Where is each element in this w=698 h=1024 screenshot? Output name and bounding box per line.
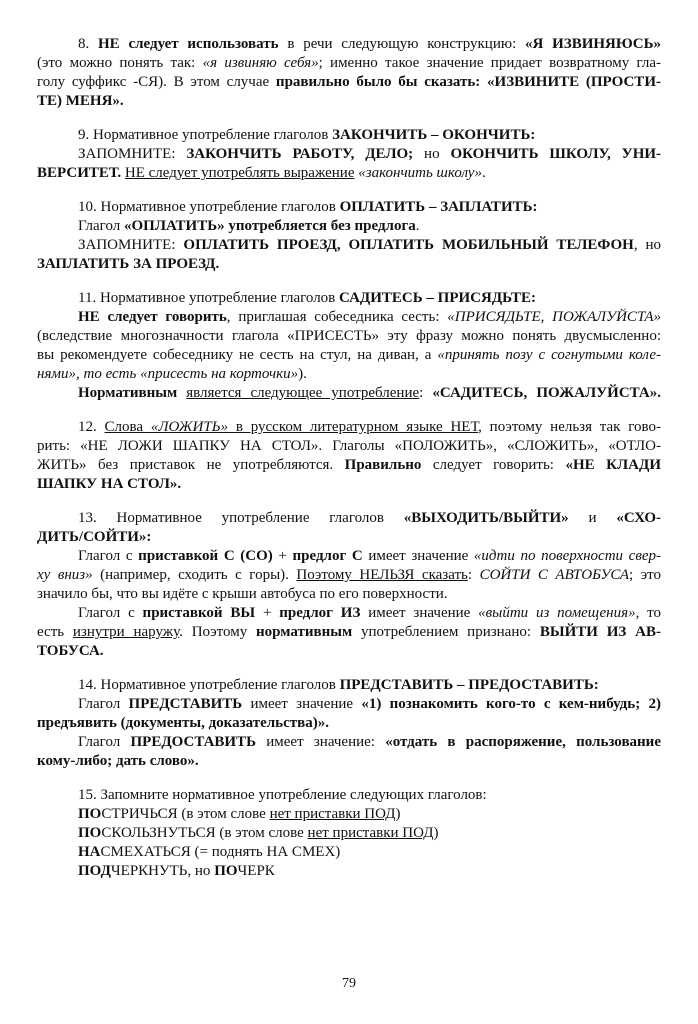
text-run-i: «я извиняю себя» — [202, 55, 319, 71]
text-line — [37, 308, 661, 327]
text-run: СКОЛЬЗНУТЬСЯ (в этом слове — [101, 825, 308, 841]
rule-section — [37, 198, 661, 274]
text-run-b: кому-либо; дать слово». — [37, 753, 199, 769]
text-run: имеет значение — [362, 548, 474, 564]
text-line — [37, 145, 661, 164]
text-run-b: предъявить (документы, доказательства)». — [37, 715, 329, 731]
text-run-b: ЗАПЛАТИТЬ ЗА ПРОЕЗД. — [37, 256, 220, 272]
text-run: Глагол — [78, 734, 131, 750]
text-line — [37, 509, 661, 528]
text-run: в речи следующую конструкцию: — [278, 36, 526, 52]
text-run: 14. Нормативное употребление глаголов — [78, 677, 340, 693]
text-line — [37, 733, 661, 752]
text-run-b: ПРЕДСТАВИТЬ – ПРЕДОСТАВИТЬ: — [339, 677, 599, 693]
text-run-b: «1) познакомить кого-то с кем-нибудь; 2) — [361, 696, 661, 712]
text-run: 15. Запомните нормативное употребление следующих глаголов: — [78, 787, 487, 803]
text-line — [37, 54, 661, 73]
text-run-b: ПРЕДСТАВИТЬ — [128, 696, 243, 712]
text-run: Глагол — [78, 218, 125, 234]
text-run: (это можно понять так: — [37, 55, 203, 71]
text-run-u: нет приставки ПОД — [307, 825, 434, 841]
text-line — [37, 585, 661, 604]
text-run-b: «Я ИЗВИНЯЮСЬ» — [525, 36, 662, 52]
text-run-b: ПО — [214, 863, 238, 879]
text-run-i: «идти по поверхности свер- — [473, 548, 661, 564]
text-run-b: «СХО- — [616, 510, 661, 526]
text-run-i: «закончить школу» — [358, 165, 482, 181]
text-run-u: Слова — [104, 419, 151, 435]
text-run: рить: «НЕ ЛОЖИ ШАПКУ НА СТОЛ». Глаголы «ПОЛОЖИТЬ», «СЛОЖИТЬ», «ОТЛО- — [37, 438, 661, 454]
text-run-u: нет приставки ПОД — [269, 806, 396, 822]
text-run-b: ПОД — [78, 863, 111, 879]
text-run — [177, 385, 186, 401]
text-line — [37, 164, 661, 183]
text-run: , поэтому нельзя так гово- — [478, 419, 662, 435]
page-number: 79 — [342, 976, 356, 991]
text-run: СМЕХАТЬСЯ (= поднять НА СМЕХ) — [100, 844, 341, 860]
text-run: ЧЕРКНУТЬ, но — [110, 863, 215, 879]
text-line — [37, 805, 661, 824]
rule-section — [37, 509, 661, 661]
text-line — [37, 35, 661, 54]
text-run: . — [415, 218, 420, 234]
rule-section — [37, 289, 661, 403]
text-line — [37, 217, 661, 236]
text-run: СТРИЧЬСЯ (в этом слове — [101, 806, 270, 822]
text-run: + — [255, 605, 280, 621]
text-line — [37, 862, 661, 881]
text-run-b: «ОПЛАТИТЬ» употребляется без предлога — [124, 218, 416, 234]
text-run: Глагол с — [78, 548, 139, 564]
text-run: есть — [37, 624, 73, 640]
text-line — [37, 752, 661, 771]
text-run-b: ВЕРСИТЕТ. — [37, 165, 122, 181]
text-run: (например, сходить с горы). — [92, 567, 297, 583]
text-line — [37, 327, 661, 346]
text-line — [37, 456, 661, 475]
text-run-b: ОПЛАТИТЬ ПРОЕЗД, ОПЛАТИТЬ МОБИЛЬНЫЙ ТЕЛЕФОН — [183, 237, 634, 253]
text-run-b: ОПЛАТИТЬ – ЗАПЛАТИТЬ: — [339, 199, 538, 215]
text-run-b: ЗАКОНЧИТЬ РАБОТУ, ДЕЛО; — [186, 146, 414, 162]
text-run: употреблением признано: — [352, 624, 540, 640]
text-line — [37, 642, 661, 661]
text-run: Глагол — [78, 696, 129, 712]
text-run-u: является следующее употребление — [186, 385, 420, 401]
text-run: 8. — [78, 36, 99, 52]
text-line — [37, 437, 661, 456]
text-run-b: «отдать в распоряжение, пользование — [385, 734, 661, 750]
text-run: имеет значение — [360, 605, 479, 621]
rule-section — [37, 418, 661, 494]
text-run-b: нормативным — [256, 624, 353, 640]
text-run-b: НА — [78, 844, 101, 860]
text-run: но — [413, 146, 451, 162]
text-run-u: НЕ следует употреблять выражение — [124, 165, 355, 181]
text-run: следует говорить: — [421, 457, 566, 473]
text-line — [37, 289, 661, 308]
text-run-u: в русском литературном языке НЕТ — [228, 419, 479, 435]
text-run-i: «выйти из помещения» — [478, 605, 636, 621]
text-run: вы рекомендуете собеседнику не сесть на стул, на диван, а — [37, 347, 438, 363]
text-run: имеет значение — [242, 696, 362, 712]
text-run: голу суффикс -СЯ). В этом случае — [37, 74, 276, 90]
text-run-b: «НЕ КЛАДИ — [565, 457, 661, 473]
text-run-b: правильно было бы сказать: «ИЗВИНИТЕ (ПРОСТИ- — [275, 74, 661, 90]
text-run: , то — [635, 605, 661, 621]
text-run-u: Поэтому НЕЛЬЗЯ сказать — [296, 567, 468, 583]
text-line — [37, 198, 661, 217]
text-run-b: ОКОНЧИТЬ ШКОЛУ, УНИ- — [450, 146, 662, 162]
text-run: 10. Нормативное употребление глаголов — [78, 199, 340, 215]
text-run: + — [272, 548, 293, 564]
text-line — [37, 475, 661, 494]
rule-section — [37, 126, 661, 183]
text-line — [37, 236, 661, 255]
text-run: . — [481, 165, 486, 181]
text-run-i: «ПРИСЯДЬТЕ, ПОЖАЛУЙСТА» — [447, 309, 662, 325]
text-run: ; именно такое значение придает возвратному гла- — [318, 55, 661, 71]
rule-section — [37, 676, 661, 771]
text-run-b: приставкой ВЫ — [142, 605, 256, 621]
text-line — [37, 566, 661, 585]
text-run-b: ПО — [78, 806, 102, 822]
text-line — [37, 384, 661, 403]
text-run: , но — [633, 237, 662, 253]
text-line — [37, 547, 661, 566]
rule-section — [37, 786, 661, 881]
text-run-i: «принять позу с согнутыми коле- — [437, 347, 661, 363]
rule-section — [37, 35, 661, 111]
text-line — [37, 255, 661, 274]
text-run-b: ШАПКУ НА СТОЛ». — [37, 476, 182, 492]
text-run: ЗАПОМНИТЕ: — [78, 146, 187, 162]
text-run-u: изнутри наружу — [72, 624, 180, 640]
text-line — [37, 73, 661, 92]
text-run-b: ПРЕДОСТАВИТЬ — [130, 734, 257, 750]
text-line — [37, 824, 661, 843]
text-run-b: ТЕ) МЕНЯ». — [37, 93, 124, 109]
text-run-b: «ВЫХОДИТЬ/ВЫЙТИ» — [403, 510, 569, 526]
text-run: ) — [395, 806, 401, 822]
text-run: ЧЕРК — [237, 863, 275, 879]
text-run-b: предлог ИЗ — [279, 605, 361, 621]
text-run-b: Нормативным — [78, 385, 178, 401]
text-run-i: нями», то есть «присесть на корточки» — [37, 366, 299, 382]
text-run-b: «САДИТЕСЬ, ПОЖАЛУЙСТА». — [432, 385, 661, 401]
text-line — [37, 346, 661, 365]
text-run: ЖИТЬ» без приставок не употребляются. — [37, 457, 345, 473]
document-body — [37, 35, 661, 881]
text-run: имеет значение: — [256, 734, 386, 750]
text-run-b: ТОБУСА. — [37, 643, 104, 659]
text-run: (вследствие многозначности глагола «ПРИСЕСТЬ» эту фразу можно понять двусмысленно: — [37, 328, 661, 344]
text-run: и — [568, 510, 617, 526]
text-line — [37, 528, 661, 547]
text-run-b: ПО — [78, 825, 102, 841]
text-run-i: ху вниз» — [37, 567, 93, 583]
text-run-b: приставкой С (СО) — [138, 548, 273, 564]
text-line — [37, 365, 661, 384]
text-run: . Поэтому — [179, 624, 257, 640]
text-run: 9. Нормативное употребление глаголов — [78, 127, 333, 143]
text-run-b: ДИТЬ/СОЙТИ»: — [37, 529, 152, 545]
text-run-b: САДИТЕСЬ – ПРИСЯДЬТЕ: — [339, 290, 536, 306]
text-run: ). — [298, 366, 307, 382]
text-run: 12. — [78, 419, 105, 435]
text-run: ) — [433, 825, 439, 841]
text-run-b: НЕ следует использовать — [98, 36, 279, 52]
text-run-u-i: «ЛОЖИТЬ» — [150, 419, 229, 435]
text-run: ЗАПОМНИТЕ: — [78, 237, 184, 253]
text-run: 11. Нормативное употребление глаголов — [78, 290, 340, 306]
text-run-b: ВЫЙТИ ИЗ АВ- — [539, 624, 661, 640]
text-run-i: СОЙТИ С АВТОБУСА — [479, 567, 630, 583]
text-run-b: предлог С — [292, 548, 363, 564]
text-line — [37, 418, 661, 437]
text-line — [37, 92, 661, 111]
text-run: : — [467, 567, 480, 583]
text-line — [37, 843, 661, 862]
text-line — [37, 676, 661, 695]
text-line — [37, 714, 661, 733]
text-line — [37, 695, 661, 714]
text-line — [37, 786, 661, 805]
text-run: 13. Нормативное употребление глаголов — [78, 510, 404, 526]
text-line — [37, 623, 661, 642]
text-run: ; это — [629, 567, 661, 583]
text-run-b: ЗАКОНЧИТЬ – ОКОНЧИТЬ: — [332, 127, 536, 143]
text-run: : — [419, 385, 433, 401]
text-run-b: НЕ следует говорить — [78, 309, 227, 325]
text-line — [37, 126, 661, 145]
text-run-b: Правильно — [344, 457, 422, 473]
text-line — [37, 604, 661, 623]
text-run: Глагол с — [78, 605, 143, 621]
text-run: , приглашая собеседника сесть: — [226, 309, 448, 325]
text-run: значило бы, что вы идёте с крыши автобуса по его поверхности. — [37, 586, 448, 602]
